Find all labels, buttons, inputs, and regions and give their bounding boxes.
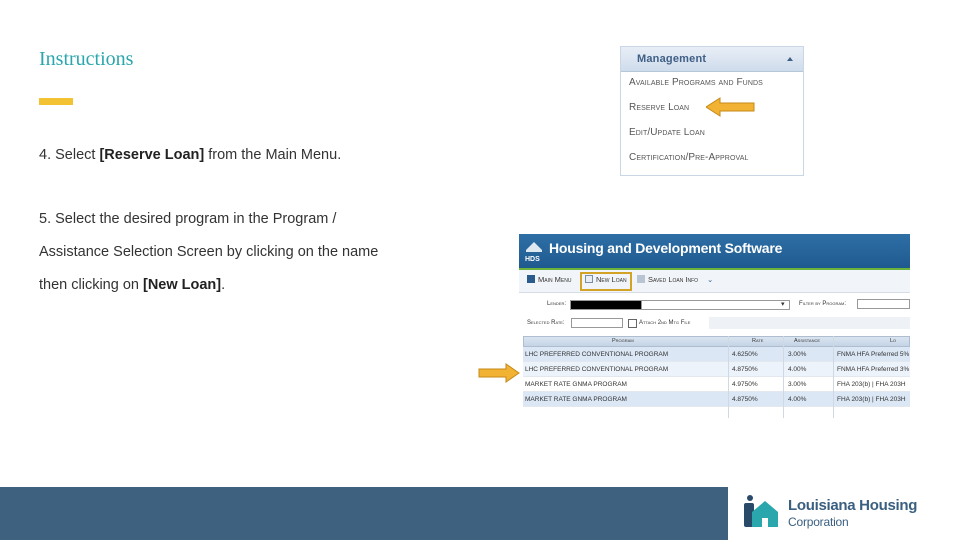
slide-title: Instructions — [39, 48, 134, 70]
step-4-reserve-loan: [Reserve Loan] — [99, 147, 205, 163]
column-rate[interactable]: Rate — [752, 338, 764, 344]
table-row[interactable] — [523, 392, 910, 407]
filter-program-label: Filter by Program: — [799, 301, 847, 307]
logo-name-line-1: Louisiana Housing — [788, 497, 918, 514]
saved-loan-icon — [637, 275, 645, 283]
logo-name-line-2: Corporation — [788, 515, 849, 529]
column-loan-type[interactable]: Lo — [890, 338, 897, 344]
table-row[interactable] — [523, 377, 910, 392]
cell-program: MARKET RATE GNMA PROGRAM — [525, 396, 627, 403]
step-5-line-2: Assistance Selection Screen by clicking on the name — [39, 244, 379, 260]
dropdown-chevron-icon[interactable]: ⌄ — [707, 275, 714, 284]
saved-loan-info-label: Saved Loan Info — [648, 275, 699, 284]
column-divider — [783, 336, 784, 418]
step-5-line-1: 5. Select the desired program in the Program / — [39, 211, 337, 227]
column-divider — [728, 336, 729, 418]
menu-item-edit-update-loan[interactable]: Edit/Update Loan — [629, 127, 705, 138]
cell-program: MARKET RATE GNMA PROGRAM — [525, 381, 627, 388]
hds-logo-text: HDS — [525, 256, 540, 263]
filter-program-field[interactable] — [857, 299, 910, 309]
footer-bar — [0, 487, 728, 540]
hds-banner — [519, 234, 910, 268]
management-menu-header[interactable] — [621, 47, 803, 72]
table-row[interactable] — [523, 362, 910, 377]
cell-loan-type: FHA 203(b) | FHA 203H — [837, 381, 906, 388]
step-4-text — [39, 147, 341, 163]
selected-rate-label: Selected Rate: — [527, 320, 565, 326]
selected-rate-field[interactable] — [571, 318, 623, 328]
cell-assistance: 4.00% — [788, 366, 807, 373]
attach-file-checkbox[interactable] — [628, 319, 637, 328]
cell-rate: 4.9750% — [732, 381, 758, 388]
attach-file-label: Attach 2nd Mtg File — [639, 320, 691, 326]
step-4-suffix: from the Main Menu. — [204, 147, 342, 163]
menu-item-reserve-loan[interactable]: Reserve Loan — [629, 102, 690, 113]
cell-assistance: 3.00% — [788, 381, 807, 388]
accent-bar — [39, 98, 73, 105]
cell-loan-type: FNMA HFA Preferred 3% — [837, 366, 910, 373]
main-menu-label: Main Menu — [538, 275, 572, 284]
cell-loan-type: FNMA HFA Preferred 5% — [837, 351, 910, 358]
cell-assistance: 3.00% — [788, 351, 807, 358]
column-assistance[interactable]: Assistance — [794, 338, 821, 344]
hds-screenshot — [519, 234, 910, 418]
chevron-down-icon[interactable]: ▾ — [781, 301, 785, 308]
new-loan-highlight — [580, 272, 632, 291]
main-menu-button[interactable] — [527, 275, 571, 284]
lhc-house-logo-icon — [742, 494, 778, 528]
column-divider — [833, 336, 834, 418]
lender-select[interactable] — [642, 300, 790, 310]
management-menu-title: Management — [637, 53, 707, 65]
step-4-prefix: 4. Select — [39, 147, 100, 163]
cell-loan-type: FHA 203(b) | FHA 203H — [837, 396, 906, 403]
program-grid-header — [523, 336, 910, 347]
lender-field-redacted[interactable] — [570, 300, 642, 310]
right-arrow-icon — [478, 363, 520, 383]
cell-program: LHC PREFERRED CONVENTIONAL PROGRAM — [525, 351, 669, 358]
table-row[interactable] — [523, 347, 910, 362]
new-loan-label: New Loan — [596, 275, 627, 284]
cell-program: LHC PREFERRED CONVENTIONAL PROGRAM — [525, 366, 669, 373]
cell-rate: 4.6250% — [732, 351, 758, 358]
cell-assistance: 4.00% — [788, 396, 807, 403]
cell-rate: 4.8750% — [732, 396, 758, 403]
step-5-prefix: then clicking on — [39, 277, 143, 293]
main-menu-icon — [527, 275, 535, 283]
menu-item-certification[interactable]: Certification/Pre-Approval — [629, 152, 749, 163]
left-arrow-icon — [706, 97, 756, 117]
hds-title: Housing and Development Software — [549, 240, 783, 256]
menu-item-available-programs[interactable]: Available Programs and Funds — [629, 77, 763, 88]
caret-up-icon[interactable] — [787, 57, 793, 61]
step-5-line-3 — [39, 277, 225, 293]
lender-label: Lender: — [547, 301, 567, 307]
saved-loan-info-button[interactable] — [637, 275, 698, 284]
toolbar-filler — [709, 317, 910, 329]
hds-house-icon — [523, 238, 545, 264]
step-5-new-loan: [New Loan] — [142, 277, 222, 293]
step-5-suffix: . — [221, 277, 226, 293]
cell-rate: 4.8750% — [732, 366, 758, 373]
column-program[interactable]: Program — [612, 338, 634, 344]
hds-toolbar — [519, 270, 910, 293]
